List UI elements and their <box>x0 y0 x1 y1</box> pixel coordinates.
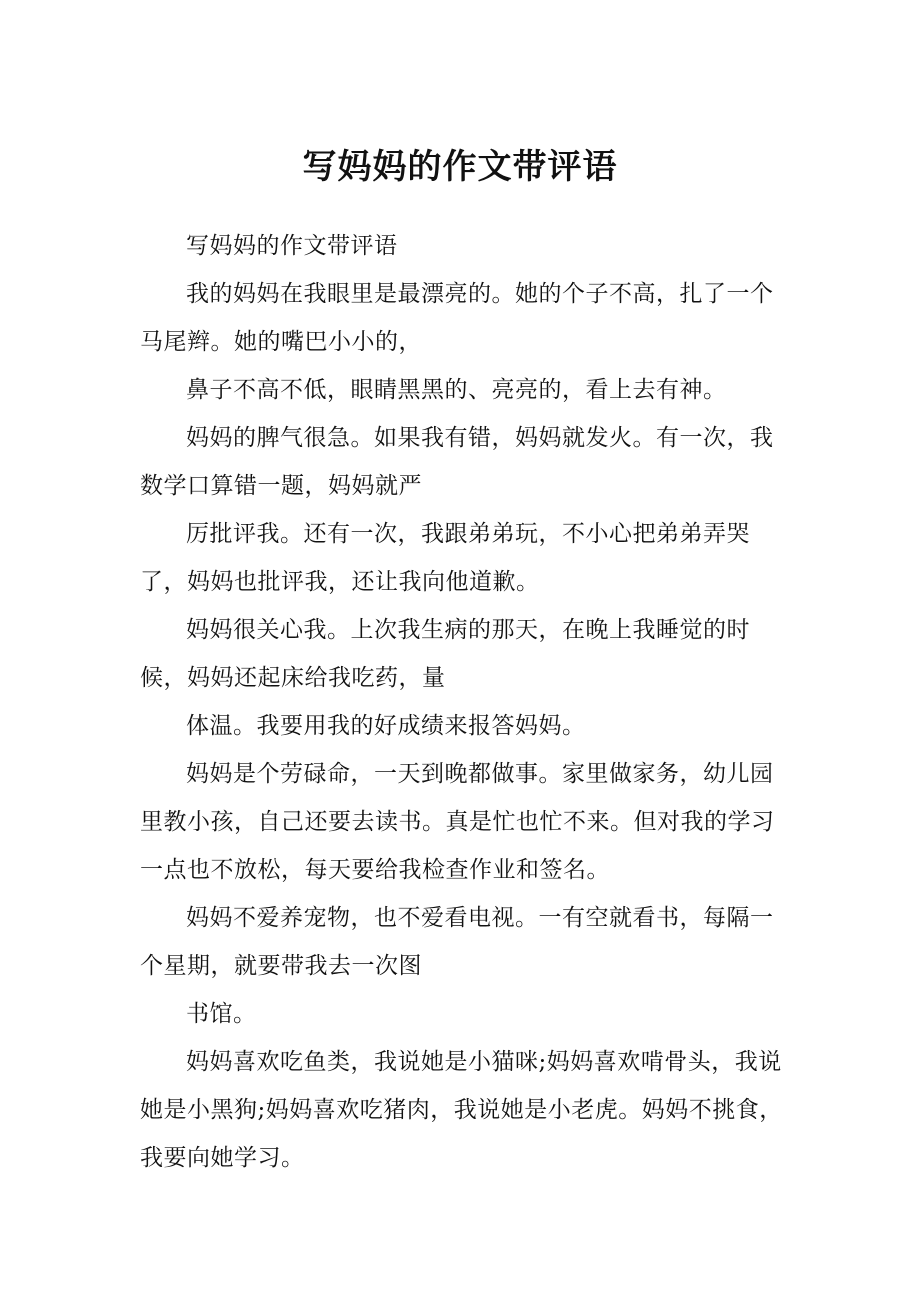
paragraph: 妈妈不爱养宠物，也不爱看电视。一有空就看书，每隔一个星期，就要带我去一次图 <box>140 905 774 979</box>
paragraph: 厉批评我。还有一次，我跟弟弟玩，不小心把弟弟弄哭了，妈妈也批评我，还让我向他道歉。 <box>140 521 750 595</box>
paragraph: 书馆。 <box>186 1001 257 1027</box>
paragraph: 鼻子不高不低，眼睛黑黑的、亮亮的，看上去有神。 <box>186 377 727 403</box>
paragraph: 妈妈很关心我。上次我生病的那天，在晚上我睡觉的时候，妈妈还起床给我吃药，量 <box>140 617 750 691</box>
paragraph: 妈妈的脾气很急。如果我有错，妈妈就发火。有一次，我数学口算错一题，妈妈就严 <box>140 425 774 499</box>
paragraph: 我的妈妈在我眼里是最漂亮的。她的个子不高，扎了一个马尾辫。她的嘴巴小小的， <box>140 281 774 355</box>
paragraph: 妈妈是个劳碌命，一天到晚都做事。家里做家务，幼儿园里教小孩，自己还要去读书。真是忙也忙不来。但对我的学习一点也不放松，每天要给我检查作业和签名。 <box>140 761 775 883</box>
paragraph: 妈妈喜欢吃鱼类，我说她是小猫咪;妈妈喜欢啃骨头，我说她是小黑狗;妈妈喜欢吃猪肉，我说她是小老虎。妈妈不挑食，我要向她学习。 <box>140 1049 783 1171</box>
document-body <box>140 222 792 1182</box>
document-title: 写妈妈的作文带评语 <box>302 147 618 187</box>
paragraph: 体温。我要用我的好成绩来报答妈妈。 <box>186 713 586 739</box>
paragraph: 写妈妈的作文带评语 <box>186 233 398 259</box>
